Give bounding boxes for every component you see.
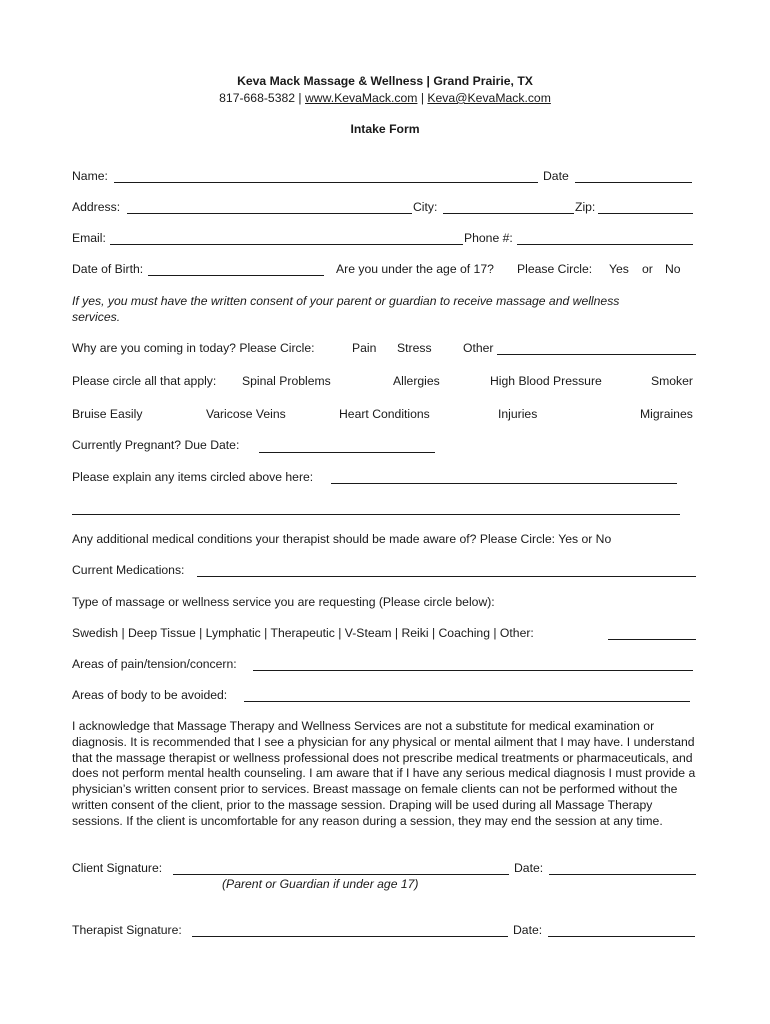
date-label: Date [543,169,569,183]
or-label: or [642,262,653,276]
explain-label: Please explain any items circled above here: [72,470,314,484]
explain-field[interactable] [331,483,677,484]
due-date-field[interactable] [259,452,435,453]
client-date-label: Date: [514,861,544,875]
pain-areas-field[interactable] [253,670,693,671]
consent-note-continued: services. [72,310,121,324]
additional-conditions-question: Any additional medical conditions your therapist should be made aware of? Please Circle: Yes or No [72,532,612,546]
address-label: Address: [72,200,121,214]
service-type-prompt: Type of massage or wellness service you are requesting (Please circle below): [72,595,495,609]
conditions-prompt: Please circle all that apply: [72,374,217,388]
consent-note: If yes, you must have the written consent of your parent or guardian to receive massage and wellness [72,294,620,308]
medications-field[interactable] [197,576,696,577]
separator: | [417,91,428,105]
client-date-field[interactable] [549,874,696,875]
pain-areas-label: Areas of pain/tension/concern: [72,657,237,671]
medications-label: Current Medications: [72,563,185,577]
name-field[interactable] [114,182,538,183]
please-circle-label: Please Circle: [517,262,593,276]
under-17-yes-option[interactable]: Yes [609,262,629,276]
under-17-no-option[interactable]: No [665,262,681,276]
service-options-list[interactable]: Swedish | Deep Tissue | Lymphatic | Therapeutic | V-Steam | Reiki | Coaching | Other: [72,626,534,640]
dob-label: Date of Birth: [72,262,144,276]
form-title: Intake Form [350,122,420,136]
condition-high-blood-pressure[interactable]: High Blood Pressure [490,374,602,388]
condition-bruise-easily[interactable]: Bruise Easily [72,407,143,421]
guardian-note: (Parent or Guardian if under age 17) [222,877,419,891]
avoid-areas-label: Areas of body to be avoided: [72,688,228,702]
reason-pain-option[interactable]: Pain [352,341,377,355]
therapist-date-field[interactable] [548,936,695,937]
email-label: Email: [72,231,106,245]
visit-reason-question: Why are you coming in today? Please Circle: [72,341,315,355]
email-link[interactable]: Keva@KevaMack.com [427,91,551,105]
website-link[interactable]: www.KevaMack.com [305,91,418,105]
zip-label: Zip: [575,200,596,214]
client-signature-label: Client Signature: [72,861,163,875]
name-label: Name: [72,169,108,183]
zip-field[interactable] [598,213,693,214]
email-field[interactable] [110,244,463,245]
under-17-question: Are you under the age of 17? [336,262,494,276]
therapist-signature-label: Therapist Signature: [72,923,182,937]
pregnant-label: Currently Pregnant? Due Date: [72,438,240,452]
condition-smoker[interactable]: Smoker [651,374,693,388]
date-field[interactable] [575,182,692,183]
condition-varicose-veins[interactable]: Varicose Veins [206,407,286,421]
therapist-date-label: Date: [513,923,543,937]
condition-injuries[interactable]: Injuries [498,407,538,421]
city-field[interactable] [443,213,574,214]
reason-stress-option[interactable]: Stress [397,341,432,355]
business-header: Keva Mack Massage & Wellness | Grand Prairie, TX [237,74,533,88]
condition-migraines[interactable]: Migraines [640,407,693,421]
city-label: City: [413,200,438,214]
condition-heart-conditions[interactable]: Heart Conditions [339,407,430,421]
acknowledgement-paragraph: I acknowledge that Massage Therapy and Wellness Services are not a substitute for medical examination or diagnosis. It is recommended that I see a physician for any physical or mental ailment that I may have. I understand that the massage therapist or wellness professional does not prescribe medical treatments or pharmaceuticals, and does not perform mental health counseling. I am aware that if I have any serious medical diagnosis I must provide a physician’s written consent prior to services. Breast massage on female clients can not be performed without the written consent of the client, prior to the massage session. Draping will be used during all Massage Therapy sessions. If the client is uncomfortable for any reason during a session, they may end the session at any time. [72,719,696,828]
condition-allergies[interactable]: Allergies [393,374,440,388]
reason-other-option[interactable]: Other [463,341,494,355]
phone-number: 817-668-5382 [219,91,296,105]
address-field[interactable] [127,213,412,214]
dob-field[interactable] [148,275,324,276]
service-other-field[interactable] [608,639,696,640]
explain-field-line-2[interactable] [72,514,680,515]
separator: | [295,91,305,105]
therapist-signature-field[interactable] [192,936,508,937]
contact-line [0,90,770,106]
client-signature-field[interactable] [173,874,509,875]
condition-spinal-problems[interactable]: Spinal Problems [242,374,331,388]
avoid-areas-field[interactable] [244,701,690,702]
phone-field[interactable] [517,244,693,245]
phone-label: Phone #: [464,231,513,245]
reason-other-field[interactable] [497,354,696,355]
